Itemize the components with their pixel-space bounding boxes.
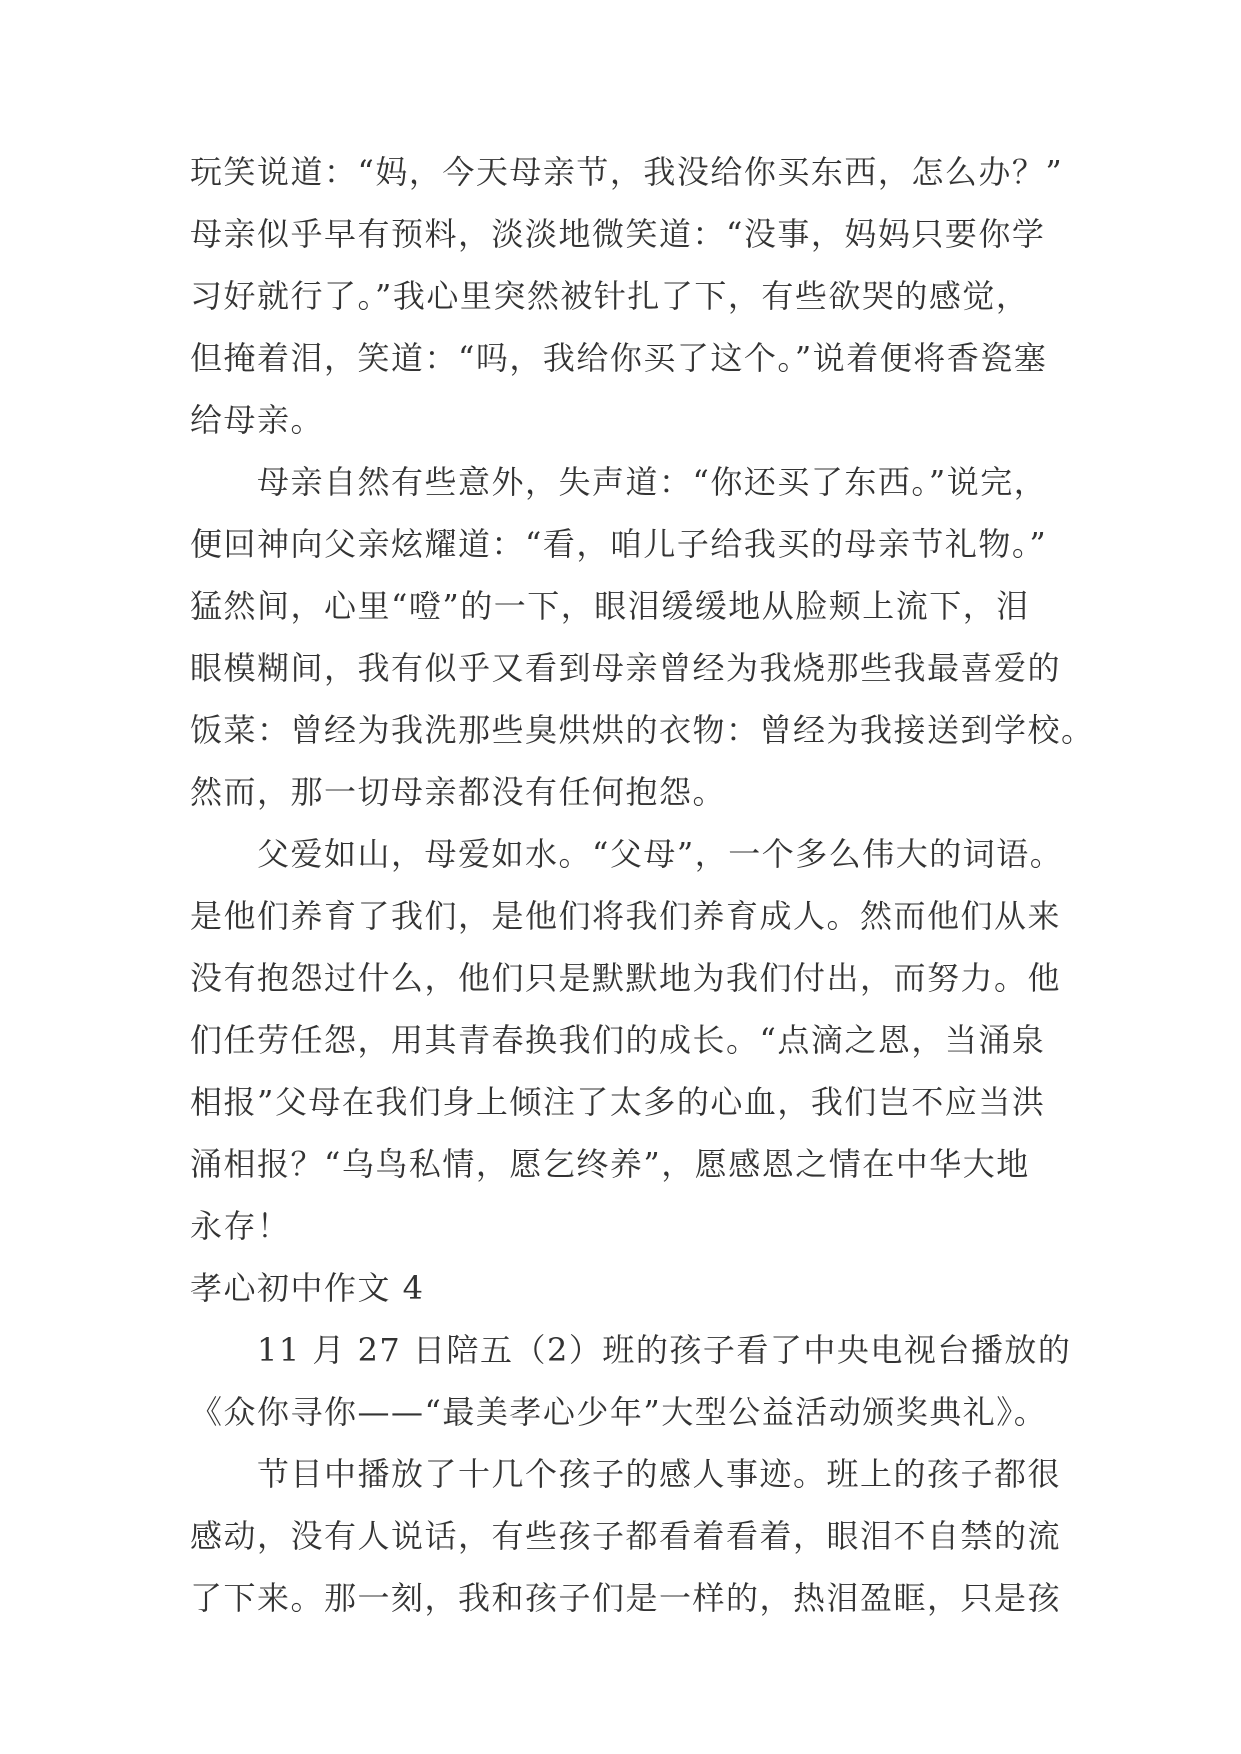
text-line: 但掩着泪，笑道：“吗，我给你买了这个。”说着便将香瓷塞: [190, 339, 1048, 377]
text-line: 了下来。那一刻，我和孩子们是一样的，热泪盈眶，只是孩: [190, 1579, 1062, 1617]
paragraph-first-line: 11 月 27 日陪五（2）班的孩子看了中央电视台播放的: [257, 1331, 1072, 1369]
text-line: 感动，没有人说话，有些孩子都看着看着，眼泪不自禁的流: [190, 1517, 1062, 1555]
text-line: 涌相报？“乌鸟私情，愿乞终养”，愿感恩之情在中华大地: [190, 1145, 1030, 1183]
text-line: 们任劳任怨，用其青春换我们的成长。“点滴之恩，当涌泉: [190, 1021, 1046, 1059]
section-heading: 孝心初中作文 4: [190, 1269, 425, 1307]
text-line: 相报”父母在我们身上倾注了太多的心血，我们岂不应当洪: [190, 1083, 1046, 1121]
text-line: 母亲似乎早有预料，淡淡地微笑道：“没事，妈妈只要你学: [190, 215, 1046, 253]
paragraph-first-line: 母亲自然有些意外，失声道：“你还买了东西。”说完，: [257, 463, 1048, 501]
text-line: 是他们养育了我们，是他们将我们养育成人。然而他们从来: [190, 897, 1062, 935]
text-line: 永存！: [190, 1207, 291, 1245]
text-line: 习好就行了。”我心里突然被针扎了下，有些欲哭的感觉，: [190, 277, 1030, 315]
text-line: 眼模糊间，我有似乎又看到母亲曾经为我烧那些我最喜爱的: [190, 649, 1062, 687]
text-line: 猛然间，心里“噔”的一下，眼泪缓缓地从脸颊上流下，泪: [190, 587, 1030, 625]
paragraph-first-line: 节目中播放了十几个孩子的感人事迹。班上的孩子都很: [257, 1455, 1062, 1493]
text-line: 然而，那一切母亲都没有任何抱怨。: [190, 773, 727, 811]
paragraph-first-line: 父爱如山，母爱如水。“父母”，一个多么伟大的词语。: [257, 835, 1064, 873]
text-line: 给母亲。: [190, 401, 325, 439]
text-line: 《众你寻你——“最美孝心少年”大型公益活动颁奖典礼》。: [190, 1393, 1048, 1431]
text-line: 玩笑说道：“妈，今天母亲节，我没给你买东西，怎么办？”: [190, 153, 1064, 191]
text-line: 没有抱怨过什么，他们只是默默地为我们付出，而努力。他: [190, 959, 1062, 997]
text-line: 饭菜：曾经为我洗那些臭烘烘的衣物：曾经为我接送到学校。: [190, 711, 1095, 749]
text-line: 便回神向父亲炫耀道：“看，咱儿子给我买的母亲节礼物。”: [190, 525, 1048, 563]
